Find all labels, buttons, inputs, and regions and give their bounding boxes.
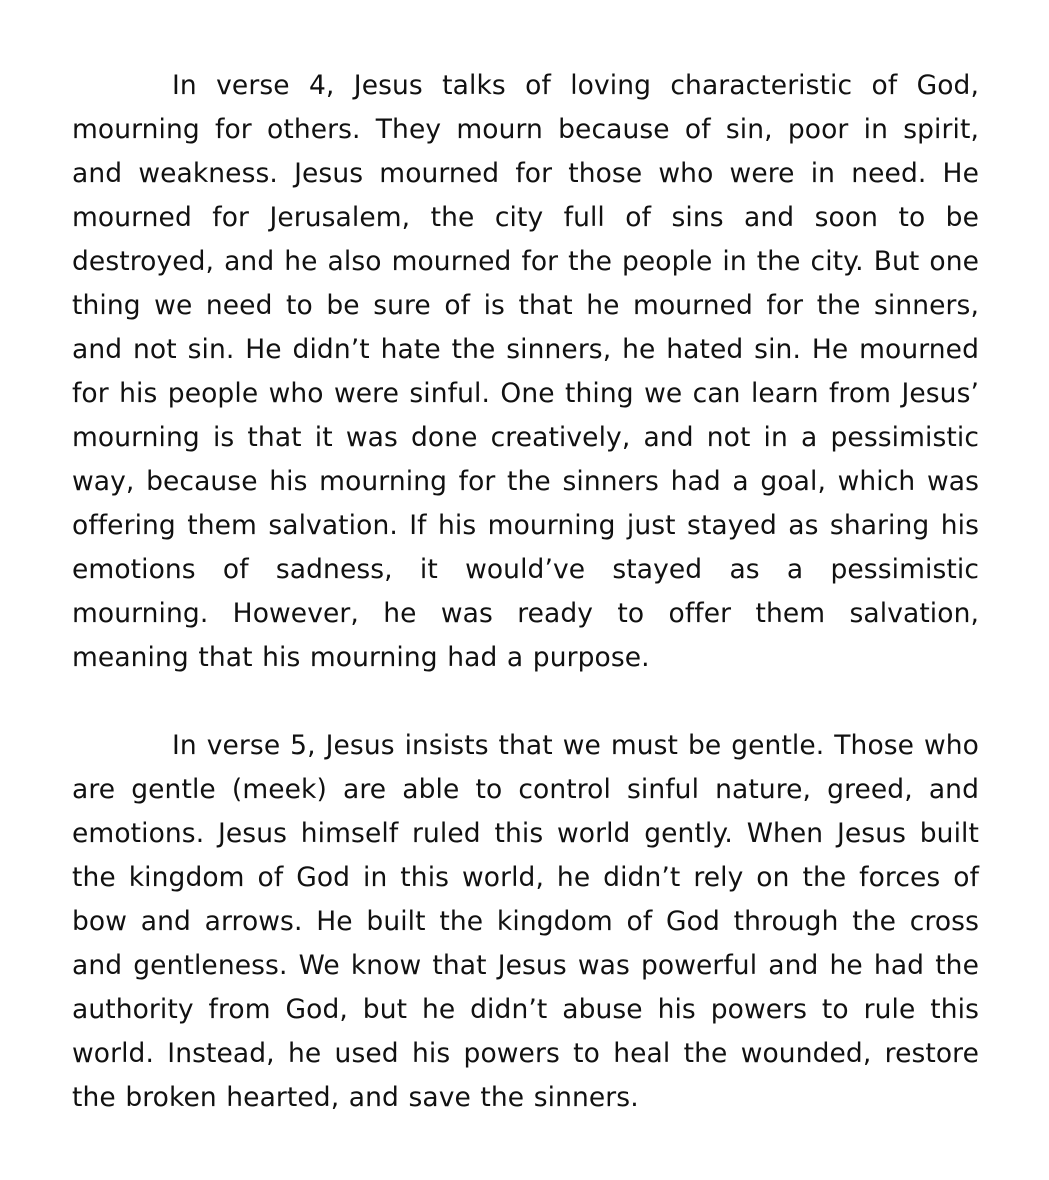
document-page: [72, 64, 979, 1120]
paragraph-verse-4: In verse 4, Jesus talks of loving characteristic of God, mourning for others. They mourn because of sin, poor in spirit, and weakness. Jesus mourned for those who were in need. He mourned for Jerusalem, the city full of sins and soon to be destroyed, and he also mourned for the people in the city. But one thing we need to be sure of is that he mourned for the sinners, and not sin. He didn’t hate the sinners, he hated sin. He mourned for his people who were sinful. One thing we can learn from Jesus’ mourning is that it was done creatively, and not in a pessimistic way, because his mourning for the sinners had a goal, which was offering them salvation. If his mourning just stayed as sharing his emotions of sadness, it would’ve stayed as a pessimistic mourning. However, he was ready to offer them salvation, meaning that his mourning had a purpose.: [72, 70, 979, 673]
paragraph-verse-5: In verse 5, Jesus insists that we must be gentle. Those who are gentle (meek) are able to control sinful nature, greed, and emotions. Jesus himself ruled this world gently. When Jesus built the kingdom of God in this world, he didn’t rely on the forces of bow and arrows. He built the kingdom of God through the cross and gentleness. We know that Jesus was powerful and he had the authority from God, but he didn’t abuse his powers to rule this world. Instead, he used his powers to heal the wounded, restore the broken hearted, and save the sinners.: [72, 730, 979, 1113]
